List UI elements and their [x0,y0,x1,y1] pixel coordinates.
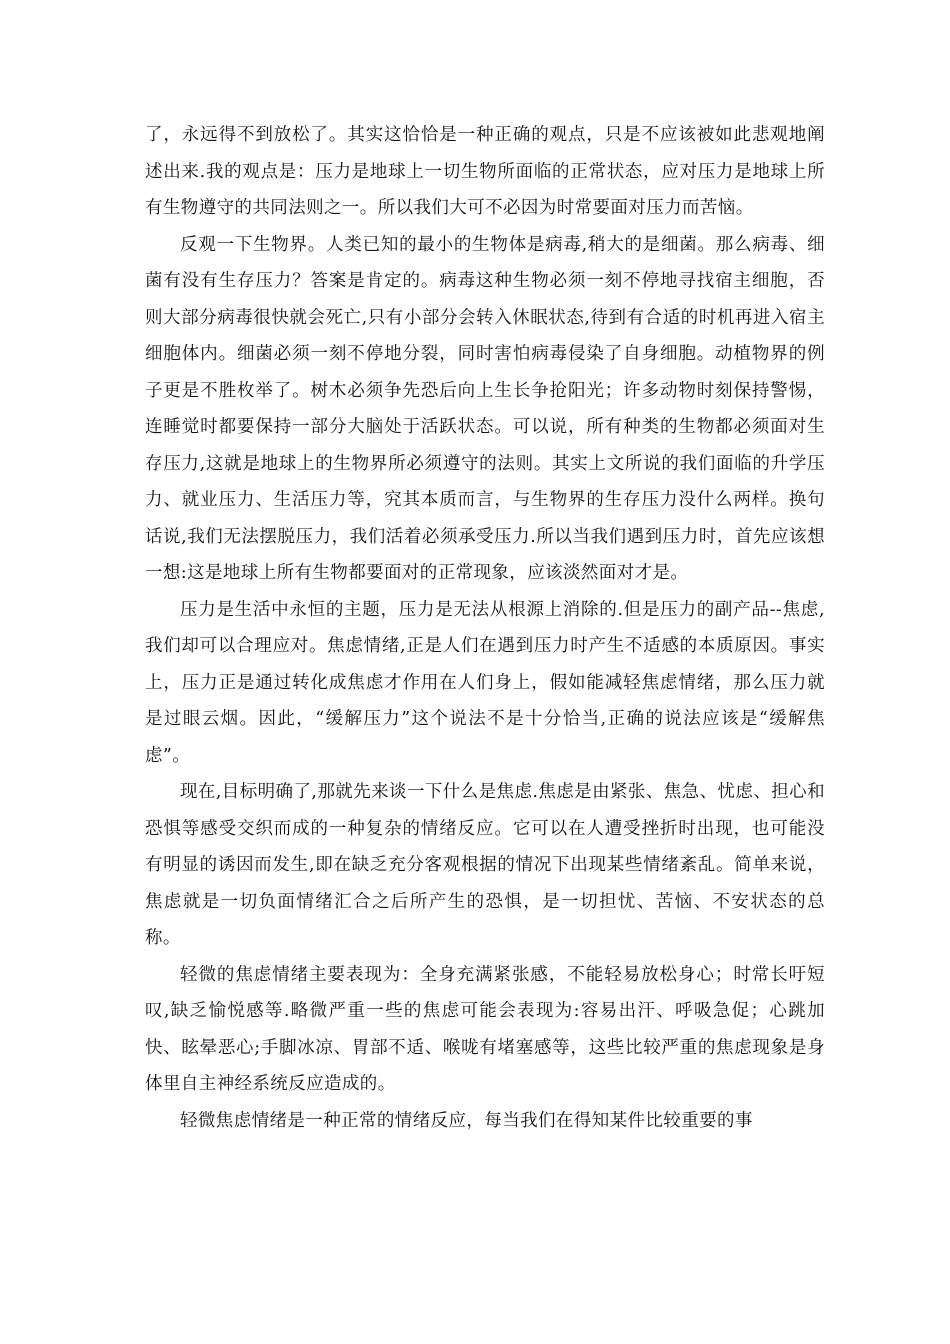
paragraph-3: 压力是生活中永恒的主题，压力是无法从根源上消除的.但是压力的副产品--焦虑,我们却可以合理应对。焦虑情绪,正是人们在遇到压力时产生不适感的本质原因。事实上，压力正是通过转化成焦虑才作用在人们身上，假如能减轻焦虑情绪，那么压力就是过眼云烟。因此，“缓解压力”这个说法不是十分恰当,正确的说法应该是“缓解焦虑”。 [145,599,825,766]
paragraph-6: 轻微焦虑情绪是一种正常的情绪反应，每当我们在得知某件比较重要的事 [180,1110,753,1131]
paragraph-5: 轻微的焦虑情绪主要表现为：全身充满紧张感，不能轻易放松身心；时常长吁短叹,缺乏愉悦感等.略微严重一些的焦虑可能会表现为:容易出汗、呼吸急促；心跳加快、眩晕恶心;手脚冰凉、胃部不适、喉咙有堵塞感等，这些比较严重的焦虑现象是身体里自主神经系统反应造成的。 [145,964,825,1094]
paragraph-4: 现在,目标明确了,那就先来谈一下什么是焦虑.焦虑是由紧张、焦急、忧虑、担心和恐惧等感受交织而成的一种复杂的情绪反应。它可以在人遭受挫折时出现，也可能没有明显的诱因而发生,即在缺乏充分客观根据的情况下出现某些情绪紊乱。简单来说，焦虑就是一切负面情绪汇合之后所产生的恐惧，是一切担忧、苦恼、不安状态的总称。 [145,782,825,948]
paragraph-1: 了，永远得不到放松了。其实这恰恰是一种正确的观点，只是不应该被如此悲观地阐述出来.我的观点是：压力是地球上一切生物所面临的正常状态，应对压力是地球上所有生物遵守的共同法则之一。所以我们大可不必因为时常要面对压力而苦恼。 [145,125,825,218]
paragraph-2: 反观一下生物界。人类已知的最小的生物体是病毒,稍大的是细菌。那么病毒、细菌有没有生存压力？答案是肯定的。病毒这种生物必须一刻不停地寻找宿主细胞，否则大部分病毒很快就会死亡,只有小部分会转入休眠状态,待到有合适的时机再进入宿主细胞体内。细菌必须一刻不停地分裂，同时害怕病毒侵染了自身细胞。动植物界的例子更是不胜枚举了。树木必须争先恐后向上生长争抢阳光；许多动物时刻保持警惕，连睡觉时都要保持一部分大脑处于活跃状态。可以说，所有种类的生物都必须面对生存压力,这就是地球上的生物界所必须遵守的法则。其实上文所说的我们面临的升学压力、就业压力、生活压力等，究其本质而言，与生物界的生存压力没什么两样。换句话说,我们无法摆脱压力，我们活着必须承受压力.所以当我们遇到压力时，首先应该想一想:这是地球上所有生物都要面对的正常现象，应该淡然面对才是。 [145,234,825,583]
document-body [145,117,825,1139]
